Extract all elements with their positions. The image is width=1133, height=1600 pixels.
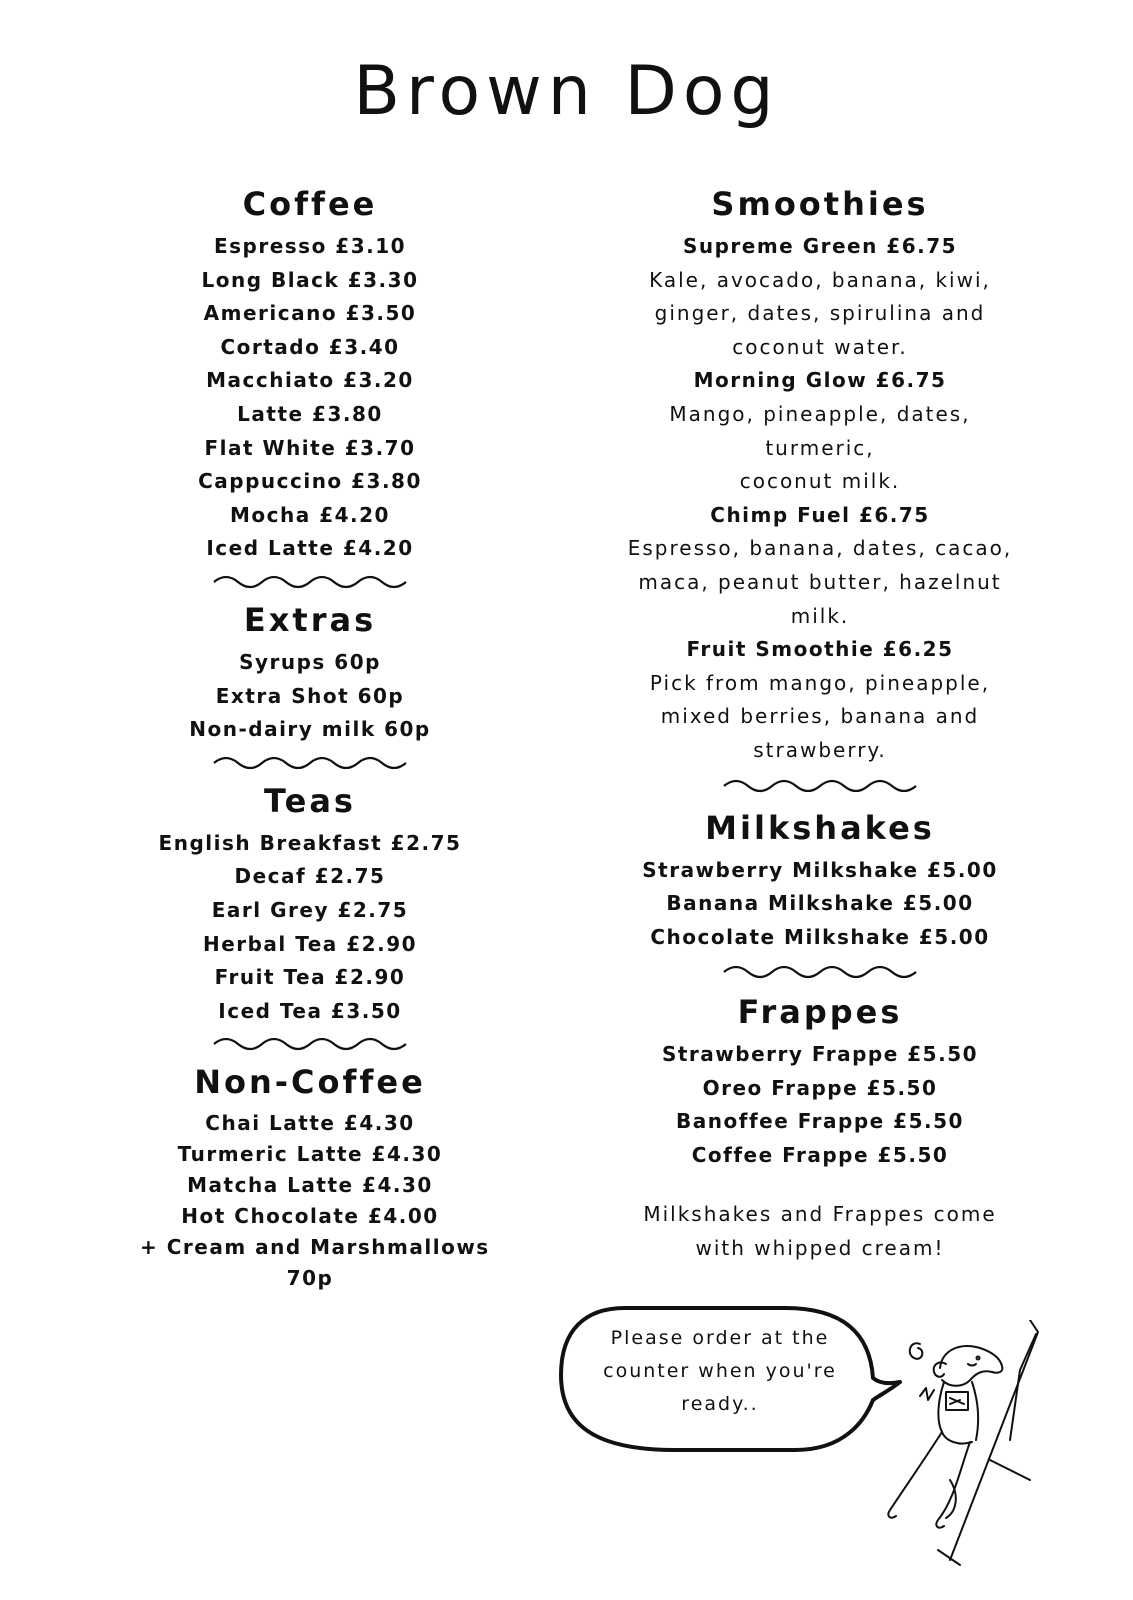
smoothie-description: coconut milk. (739, 469, 901, 494)
coffee-heading: Coffee (242, 185, 378, 223)
left-column (140, 182, 490, 1294)
menu-item: Banoffee Frappe £5.50 (676, 1109, 964, 1134)
menu-item: Cappuccino £3.80 (198, 469, 422, 494)
menu-item: Earl Grey £2.75 (211, 897, 409, 922)
smoothie-description: coconut water. (732, 334, 908, 359)
menu-item: English Breakfast £2.75 (158, 830, 462, 855)
dog-in-deckchair-illustration (880, 1320, 1060, 1580)
menu-item: Syrups 60p (239, 649, 381, 674)
menu-item: Coffee Frappe £5.50 (691, 1143, 949, 1168)
smoothies-heading: Smoothies (711, 185, 929, 223)
whipped-cream-note (615, 1197, 1025, 1265)
extras-heading: Extras (243, 600, 377, 639)
menu-item: Matcha Latte £4.30 (187, 1173, 433, 1198)
smoothie-description: milk. (790, 603, 850, 628)
frappes-section (615, 990, 1025, 1172)
wave-divider-icon (720, 776, 920, 796)
menu-item: Oreo Frappe £5.50 (702, 1075, 938, 1100)
smoothie-description: ginger, dates, spirulina and (654, 301, 986, 326)
smoothie-description: maca, peanut butter, hazelnut (638, 569, 1002, 594)
menu-item: Americano £3.50 (203, 301, 417, 326)
right-column (615, 182, 1025, 1265)
wave-divider-icon (210, 572, 410, 592)
note-line: Milkshakes and Frappes come (643, 1201, 997, 1226)
menu-item: Non-dairy milk 60p (189, 717, 431, 742)
smoothie-name: Morning Glow £6.75 (693, 368, 947, 393)
menu-item: Long Black £3.30 (201, 267, 419, 292)
menu-item: Espresso £3.10 (213, 234, 407, 258)
smoothie-description: Pick from mango, pineapple, (649, 670, 991, 695)
noncoffee-section (140, 1060, 490, 1294)
menu-item: Decaf £2.75 (234, 864, 386, 889)
smoothie-description: Kale, avocado, banana, kiwi, (649, 267, 991, 292)
smoothie-name: Chimp Fuel £6.75 (710, 502, 930, 527)
menu-item: + Cream and Marshmallows (140, 1235, 490, 1260)
milkshakes-section (615, 806, 1025, 955)
menu-item: Flat White £3.70 (204, 435, 416, 460)
menu-item: Extra Shot 60p (215, 683, 405, 708)
wave-divider-icon (720, 962, 920, 982)
teas-heading: Teas (264, 781, 356, 820)
menu-item: Chai Latte £4.30 (205, 1111, 415, 1136)
menu-item: Latte £3.80 (237, 401, 383, 426)
bubble-line: Please order at the (610, 1327, 830, 1349)
menu-item: Strawberry Milkshake £5.00 (642, 857, 998, 882)
bubble-line: counter when you're (603, 1360, 837, 1382)
noncoffee-heading: Non-Coffee (194, 1063, 426, 1102)
smoothie-description: strawberry. (753, 737, 887, 762)
note-line: with whipped cream! (695, 1235, 945, 1260)
menu-item: Iced Latte £4.20 (206, 536, 414, 561)
smoothie-description: turmeric, (765, 435, 875, 460)
menu-item: Mocha £4.20 (230, 502, 390, 527)
menu-item: Iced Tea £3.50 (218, 998, 402, 1023)
frappes-heading: Frappes (737, 993, 903, 1032)
speech-bubble-text (590, 1322, 850, 1421)
menu-item: Macchiato £3.20 (206, 368, 414, 393)
menu-item: Chocolate Milkshake £5.00 (650, 924, 990, 949)
menu-item: Herbal Tea £2.90 (202, 931, 418, 956)
smoothie-name: Fruit Smoothie £6.25 (686, 637, 954, 662)
wave-divider-icon (210, 753, 410, 773)
menu-item: Strawberry Frappe £5.50 (661, 1042, 979, 1067)
menu-item: Banana Milkshake £5.00 (666, 891, 974, 916)
menu-item: Turmeric Latte £4.30 (177, 1142, 443, 1167)
smoothies-section (615, 182, 1025, 768)
extras-section (140, 598, 480, 747)
coffee-section (140, 182, 480, 566)
menu-item: 70p (286, 1266, 334, 1291)
menu-item: Hot Chocolate £4.00 (181, 1204, 439, 1229)
milkshakes-heading: Milkshakes (705, 808, 935, 847)
smoothie-name: Supreme Green £6.75 (682, 234, 958, 258)
menu-item: Fruit Tea £2.90 (214, 965, 406, 990)
smoothie-description: mixed berries, banana and (660, 704, 980, 729)
smoothie-description: Mango, pineapple, dates, (669, 401, 971, 426)
smoothie-description: Espresso, banana, dates, cacao, (627, 536, 1013, 561)
bubble-line: ready.. (681, 1393, 759, 1415)
menu-title: Brown Dog (353, 52, 780, 131)
menu-item: Cortado £3.40 (220, 334, 400, 359)
wave-divider-icon (210, 1034, 410, 1054)
teas-section (140, 779, 480, 1029)
